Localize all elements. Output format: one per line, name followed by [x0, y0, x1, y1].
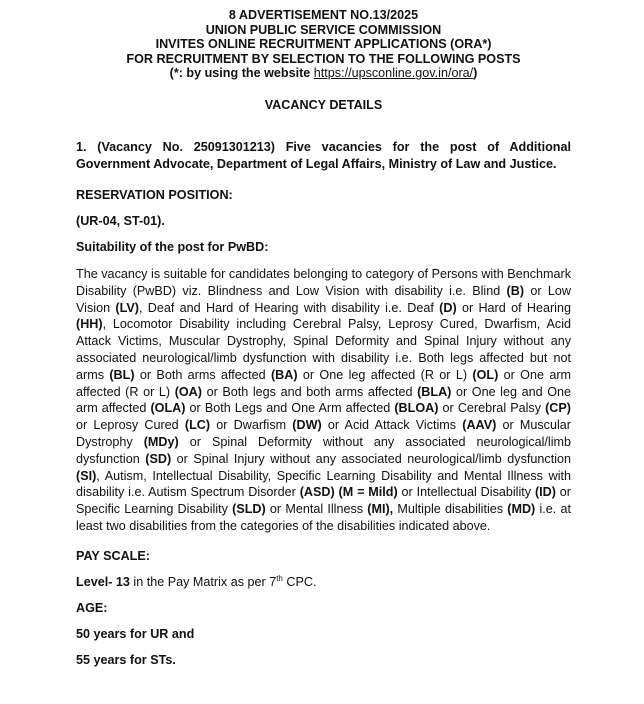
pwbd-t17: or Spinal Deformity without any associated neurological/limb dysfunction	[76, 434, 571, 466]
age-st: 55 years for STs.	[76, 652, 176, 667]
header-invites: INVITES ONLINE RECRUITMENT APPLICATIONS (ORA*)	[155, 37, 492, 52]
header-recruitment: FOR RECRUITMENT BY SELECTION TO THE FOLLOWING POSTS	[126, 51, 521, 66]
pwbd-b22: (MI),	[367, 502, 394, 517]
pwbd-b11: (BLOA)	[394, 401, 439, 416]
age-label: AGE:	[76, 600, 108, 615]
pwbd-b17: (SD)	[145, 451, 172, 466]
pwbd-t9: or Both legs and both arms affected	[201, 384, 418, 399]
website-suffix: )	[473, 66, 478, 81]
pwbd-b8: (OA)	[174, 384, 202, 399]
pay-matrix-text: in the Pay Matrix as per 7	[129, 574, 277, 589]
pwbd-b13: (LC)	[184, 418, 211, 433]
pwbd-t13: or Leprosy Cured	[76, 418, 185, 433]
website-prefix: (*: by using the website	[169, 66, 314, 81]
pwbd-b10: (OLA)	[150, 401, 186, 416]
pwbd-b15: (AAV)	[462, 418, 497, 433]
pwbd-b14: (DW)	[292, 418, 322, 433]
pwbd-t18: or Spinal Injury without any associated neurological/limb dysfunction	[171, 451, 571, 466]
pwbd-t2: or Low Vision	[76, 283, 571, 315]
pay-scale-value	[76, 575, 571, 589]
pay-level: Level- 13	[76, 574, 130, 589]
pwbd-b9: (BLA)	[417, 384, 452, 399]
pwbd-b5: (BL)	[109, 367, 135, 382]
pwbd-t19: , Autism, Intellectual Disability, Specific Learning Disability and Mental Illness with disability i.e. Autism Spectrum Disorder	[76, 468, 571, 500]
pwbd-t8: or One arm affected (R or L)	[76, 367, 572, 399]
pwbd-b2: (LV)	[115, 300, 139, 315]
pwbd-b20: (ID)	[534, 485, 556, 500]
website-link[interactable]: https://upsconline.gov.in/ora/	[313, 66, 474, 81]
pwbd-t21: or Specific Learning Disability	[76, 485, 571, 517]
pwbd-b3: (D)	[439, 300, 457, 315]
pwbd-b18: (SI)	[76, 468, 97, 483]
pwbd-t24: i.e. at least two disabilities from the categories of the disabilities indicated above.	[76, 502, 571, 533]
pwbd-t6: or Both arms affected	[134, 367, 271, 382]
pwbd-b6: (BA)	[270, 367, 298, 382]
advertisement-number: 8 ADVERTISEMENT NO.13/2025	[228, 8, 419, 22]
pwbd-b19: (ASD) (M = Mild)	[299, 485, 398, 500]
pwbd-b7: (OL)	[472, 367, 499, 382]
pwbd-t22: or Mental Illness	[265, 502, 368, 517]
pwbd-label: Suitability of the post for PwBD:	[76, 239, 269, 254]
pwbd-t11: or Both Legs and One Arm affected	[185, 401, 395, 416]
pwbd-t7: or One leg affected (R or L)	[297, 367, 473, 382]
vacancy-details-title: VACANCY DETAILS	[264, 97, 383, 112]
pwbd-t20: or Intellectual Disability	[397, 485, 535, 500]
header-website-line	[76, 66, 571, 81]
pwbd-t12: or Cerebral Palsy	[438, 401, 546, 416]
pwbd-t5: , Locomotor Disability including Cerebral Palsy, Leprosy Cured, Dwarfism, Acid Attack Victims, Muscular Dystrophy, Spinal Deformity and Spinal Injury without any associated neurological/limb dysfunction with disability i.e. Both legs affected but not arms	[76, 317, 571, 382]
pwbd-b4: (HH)	[76, 317, 103, 332]
pwbd-b21: (SLD)	[232, 502, 266, 517]
pwbd-t15: or Acid Attack Victims	[321, 418, 463, 433]
pwbd-b1: (B)	[506, 283, 525, 298]
pay-scale-label: PAY SCALE:	[76, 548, 150, 563]
pwbd-b16: (MDy)	[143, 434, 179, 449]
pwbd-t23: Multiple disabilities	[393, 502, 508, 517]
pay-cpc-sup: th	[276, 573, 283, 583]
pwbd-t14: or Dwarfism	[210, 418, 293, 433]
pwbd-t16: or Muscular Dystrophy	[76, 418, 571, 449]
reservation-label: RESERVATION POSITION:	[76, 187, 233, 202]
commission-name: UNION PUBLIC SERVICE COMMISSION	[205, 22, 442, 37]
age-ur: 50 years for UR and	[76, 626, 195, 641]
reservation-value: (UR-04, ST-01).	[76, 213, 165, 228]
pwbd-b23: (MD)	[507, 502, 536, 517]
pay-cpc-end: CPC.	[282, 574, 317, 589]
pwbd-t4: or Hard of Hearing	[456, 300, 571, 315]
pwbd-t3: , Deaf and Hard of Hearing with disability i.e. Deaf	[138, 300, 440, 315]
vacancy-description: 1. (Vacancy No. 25091301213) Five vacancies for the post of Additional Government Advocate, Department of Legal Affairs, Ministry of Law and Justice.	[76, 139, 571, 171]
pwbd-t10: or One leg and One arm affected	[76, 384, 572, 416]
pwbd-b12: (CP)	[545, 401, 571, 416]
pwbd-t1: The vacancy is suitable for candidates belonging to category of Persons with Benchmark Disability (PwBD) viz. Blindness and Low Vision with disability i.e. Blind	[76, 266, 571, 298]
pwbd-text	[76, 266, 571, 535]
advertisement-header	[76, 8, 571, 81]
